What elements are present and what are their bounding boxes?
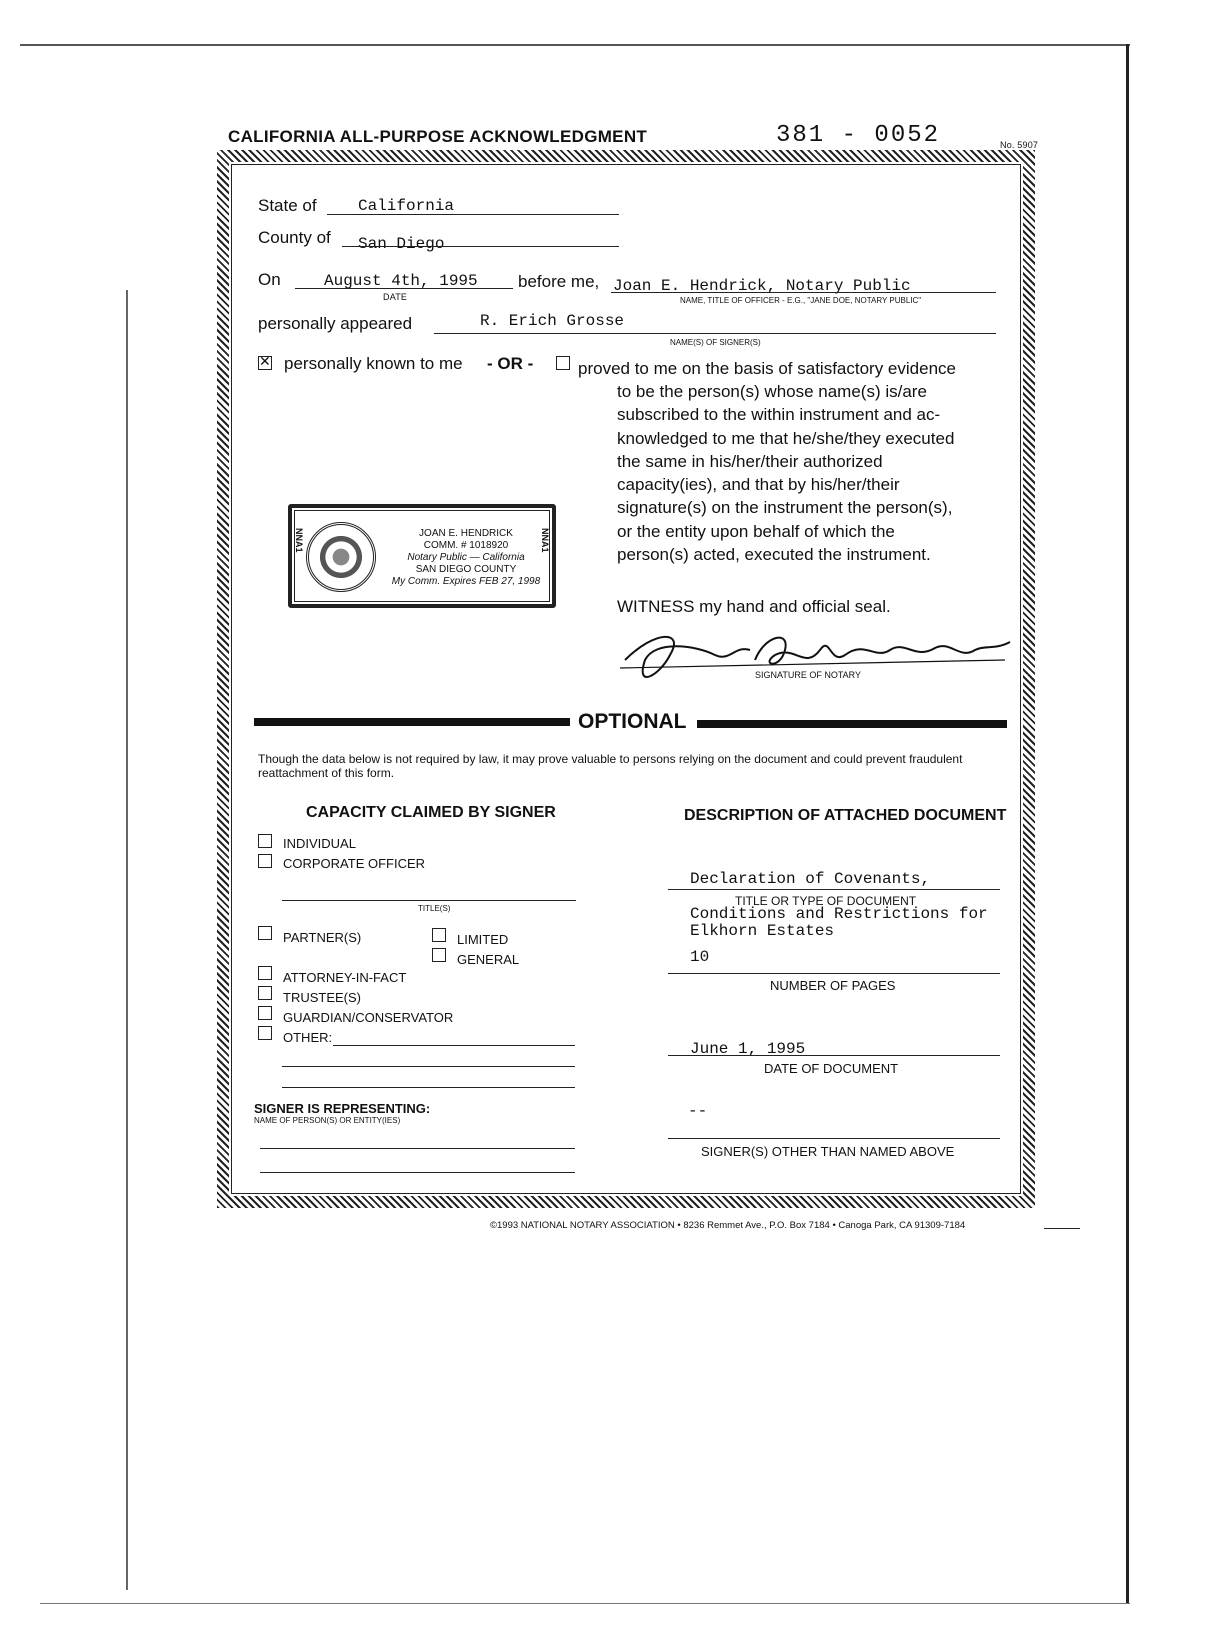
seal-line: Notary Public — California	[407, 552, 525, 563]
optional-bar-left	[254, 718, 570, 726]
corporate-officer-label: CORPORATE OFFICER	[283, 856, 426, 871]
titles-line	[282, 900, 576, 901]
titles-caption: TITLE(S)	[418, 904, 451, 913]
officer-caption: NAME, TITLE OF OFFICER - E.G., "JANE DOE, NOTARY PUBLIC"	[680, 296, 922, 305]
document-title-line3: Elkhorn Estates	[690, 922, 835, 940]
general-label: GENERAL	[457, 952, 520, 967]
page-count-value: 10	[690, 948, 710, 966]
officer-value: Joan E. Hendrick, Notary Public	[613, 277, 911, 295]
signature-caption: SIGNATURE OF NOTARY	[755, 670, 862, 680]
signer-name: R. Erich Grosse	[480, 312, 625, 330]
body-line: subscribed to the within instrument and ac-	[617, 405, 941, 425]
notary-seal-stamp	[288, 504, 556, 608]
body-line: or the entity upon behalf of which the	[617, 521, 895, 541]
limited-checkbox[interactable]	[432, 928, 446, 942]
attorney-checkbox[interactable]	[258, 966, 272, 980]
witness-text: WITNESS my hand and official seal.	[617, 597, 891, 616]
state-value: California	[358, 197, 455, 215]
seal-line: JOAN E. HENDRICK	[419, 528, 513, 539]
on-label: On	[258, 270, 281, 289]
seal-line: My Comm. Expires FEB 27, 1998	[391, 576, 541, 587]
other-signers-value: --	[688, 1102, 708, 1120]
representing-heading: SIGNER IS REPRESENTING:	[254, 1101, 431, 1116]
page-count-caption: NUMBER OF PAGES	[770, 978, 896, 993]
document-date-value: June 1, 1995	[690, 1040, 806, 1058]
footer-copyright: ©1993 NATIONAL NOTARY ASSOCIATION • 8236 Remmet Ave., P.O. Box 7184 • Canoga Park, CA 91309-7184	[490, 1220, 966, 1231]
optional-bar-right	[697, 720, 1007, 728]
seal-side-label-right: NNA1	[540, 528, 550, 553]
trustee-label: TRUSTEE(S)	[283, 990, 361, 1005]
personally-known-checkbox[interactable]	[258, 356, 272, 370]
footer-mark	[1044, 1228, 1080, 1229]
seal-line: SAN DIEGO COUNTY	[415, 564, 517, 575]
other-line-3	[282, 1087, 575, 1088]
county-value: San Diego	[358, 235, 445, 253]
county-line	[342, 246, 619, 247]
other-line-2	[282, 1066, 575, 1067]
document-title-line2: Conditions and Restrictions for	[690, 905, 988, 923]
other-signers-caption: SIGNER(S) OTHER THAN NAMED ABOVE	[701, 1144, 955, 1159]
general-checkbox[interactable]	[432, 948, 446, 962]
guardian-checkbox[interactable]	[258, 1006, 272, 1020]
appeared-label: personally appeared	[258, 314, 413, 333]
document-date-line	[668, 1055, 1000, 1056]
proved-label: proved to me on the basis of satisfactory evidence	[578, 359, 956, 378]
body-line: capacity(ies), and that by his/her/their	[617, 475, 900, 495]
signer-caption: NAME(S) OF SIGNER(S)	[670, 338, 761, 347]
body-line: the same in his/her/their authorized	[617, 451, 883, 471]
officer-line	[611, 292, 996, 293]
guardian-label: GUARDIAN/CONSERVATOR	[283, 1010, 454, 1025]
other-signers-line	[668, 1138, 1000, 1139]
representing-line-2	[260, 1172, 575, 1173]
body-line: knowledged to me that he/she/they executed	[617, 428, 955, 448]
form-title: CALIFORNIA ALL-PURPOSE ACKNOWLEDGMENT	[228, 127, 648, 146]
signer-line	[434, 333, 996, 334]
date-caption: DATE	[383, 292, 408, 302]
form-number: No. 5907	[1000, 140, 1039, 150]
scan-bottom-edge	[40, 1603, 1130, 1604]
or-label: - OR -	[487, 354, 534, 373]
state-seal-emblem	[306, 522, 376, 592]
optional-title: OPTIONAL	[578, 710, 687, 733]
seal-line: COMM. # 1018920	[423, 540, 509, 551]
document-title-line	[668, 889, 1000, 890]
county-label: County of	[258, 228, 331, 247]
document-title-caption: TITLE OR TYPE OF DOCUMENT	[735, 894, 917, 908]
state-line	[327, 214, 619, 215]
individual-checkbox[interactable]	[258, 834, 272, 848]
other-label: OTHER:	[283, 1030, 333, 1045]
document-number: 381 - 0052	[776, 122, 941, 149]
other-line-1	[333, 1045, 575, 1046]
seal-side-label-left: NNA1	[294, 528, 304, 553]
page-count-line	[668, 973, 1000, 974]
partners-label: PARTNER(S)	[283, 930, 362, 945]
corporate-officer-checkbox[interactable]	[258, 854, 272, 868]
capacity-heading: CAPACITY CLAIMED BY SIGNER	[306, 804, 556, 821]
optional-note: Though the data below is not required by law, it may prove valuable to persons relying on the document and could prevent fraudulent reattachment of this form.	[258, 752, 963, 780]
limited-label: LIMITED	[457, 932, 509, 947]
known-label: personally known to me	[284, 354, 463, 373]
partners-checkbox[interactable]	[258, 926, 272, 940]
scan-right-edge	[1126, 44, 1129, 1604]
document-heading: DESCRIPTION OF ATTACHED DOCUMENT	[684, 807, 1007, 824]
other-checkbox[interactable]	[258, 1026, 272, 1040]
attorney-label: ATTORNEY-IN-FACT	[283, 970, 407, 985]
body-line: person(s) acted, executed the instrument.	[617, 545, 931, 565]
acknowledgment-body	[617, 380, 1002, 566]
date-line	[295, 288, 513, 289]
state-label: State of	[258, 196, 317, 215]
body-line: signature(s) on the instrument the person(s),	[617, 498, 953, 518]
representing-caption: NAME OF PERSON(S) OR ENTITY(IES)	[254, 1116, 401, 1125]
before-me-label: before me,	[518, 272, 600, 291]
notarization-date: August 4th, 1995	[324, 272, 478, 290]
individual-label: INDIVIDUAL	[283, 836, 356, 851]
trustee-checkbox[interactable]	[258, 986, 272, 1000]
seal-text	[378, 528, 554, 588]
body-line: to be the person(s) whose name(s) is/are	[617, 382, 927, 401]
scan-left-edge	[126, 290, 128, 1590]
proved-evidence-checkbox[interactable]	[556, 356, 570, 370]
representing-line-1	[260, 1148, 575, 1149]
document-date-caption: DATE OF DOCUMENT	[764, 1061, 899, 1076]
document-title-line1: Declaration of Covenants,	[690, 870, 931, 888]
scan-top-edge	[20, 44, 1130, 46]
